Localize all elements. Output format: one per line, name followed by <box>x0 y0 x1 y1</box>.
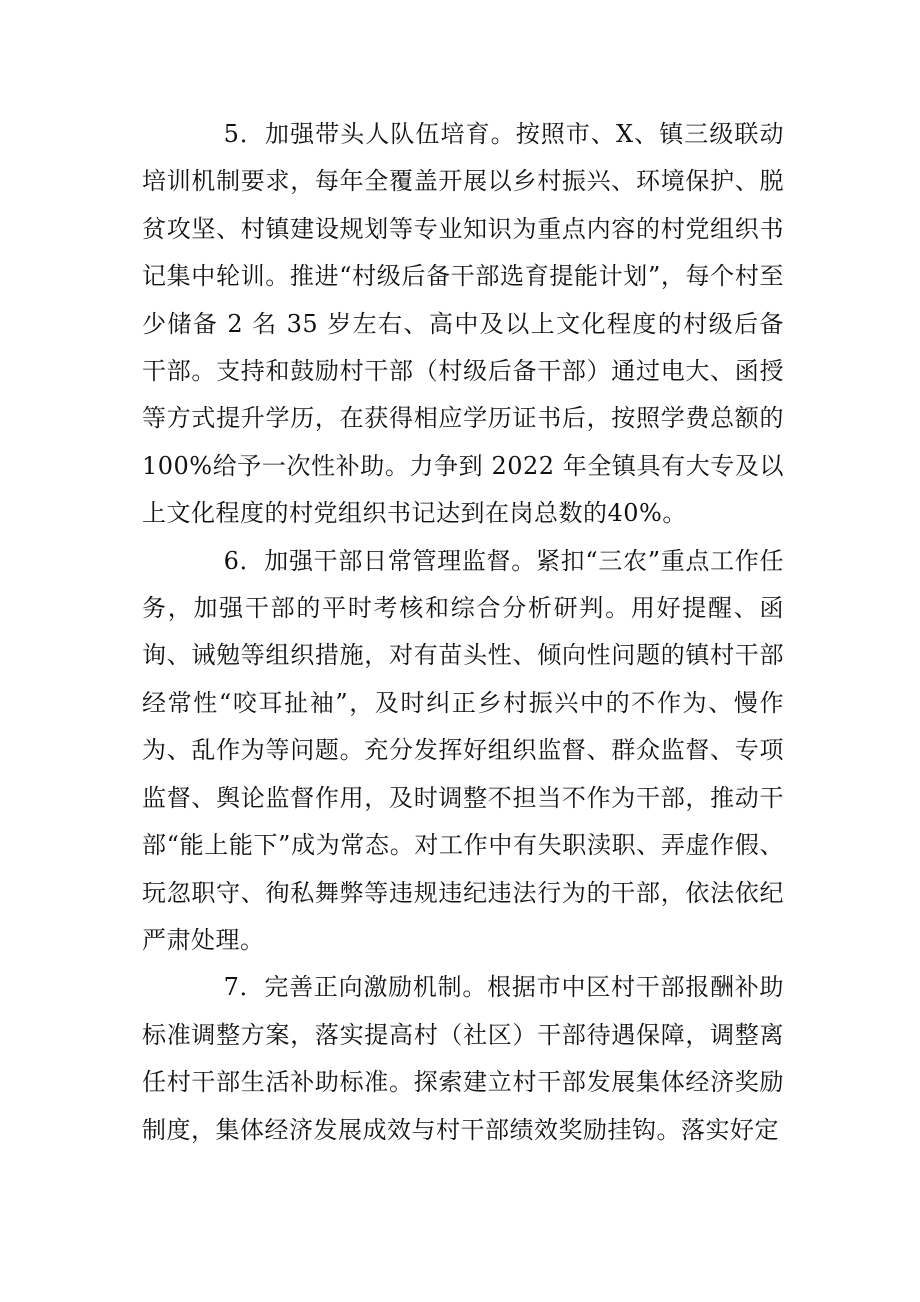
paragraph-7: 7．完善正向激励机制。根据市中区村干部报酬补助标准调整方案，落实提高村（社区）干部待遇保障，调整离任村干部生活补助标准。探索建立村干部发展集体经济奖励制度，集体经济发展成效与村干部绩效奖励挂钩。落实好定 <box>142 973 784 1144</box>
paragraph-6: 6．加强干部日常管理监督。紧扣“三农”重点工作任务，加强干部的平时考核和综合分析研判。用好提醒、函询、诫勉等组织措施，对有苗头性、倾向性问题的镇村干部经常性“咬耳扯袖”，及时纠正乡村振兴中的不作为、慢作为、乱作为等问题。充分发挥好组织监督、群众监督、专项监督、舆论监督作用，及时调整不担当不作为干部，推动干部“能上能下”成为常态。对工作中有失职渎职、弄虚作假、玩忽职守、徇私舞弊等违规违纪违法行为的干部，依法依纪严肃处理。 <box>142 546 784 954</box>
document-body <box>142 111 784 1154</box>
paragraph-5: 5．加强带头人队伍培育。按照市、X、镇三级联动培训机制要求，每年全覆盖开展以乡村振兴、环境保护、脱贫攻坚、村镇建设规划等专业知识为重点内容的村党组织书记集中轮训。推进“村级后备干部选育提能计划”，每个村至少储备 2 名 35 岁左右、高中及以上文化程度的村级后备干部。支持和鼓励村干部（村级后备干部）通过电大、函授等方式提升学历，在获得相应学历证书后，按照学费总额的100%给予一次性补助。力争到 2022 年全镇具有大专及以上文化程度的村党组织书记达到在岗总数的40%。 <box>142 120 784 528</box>
